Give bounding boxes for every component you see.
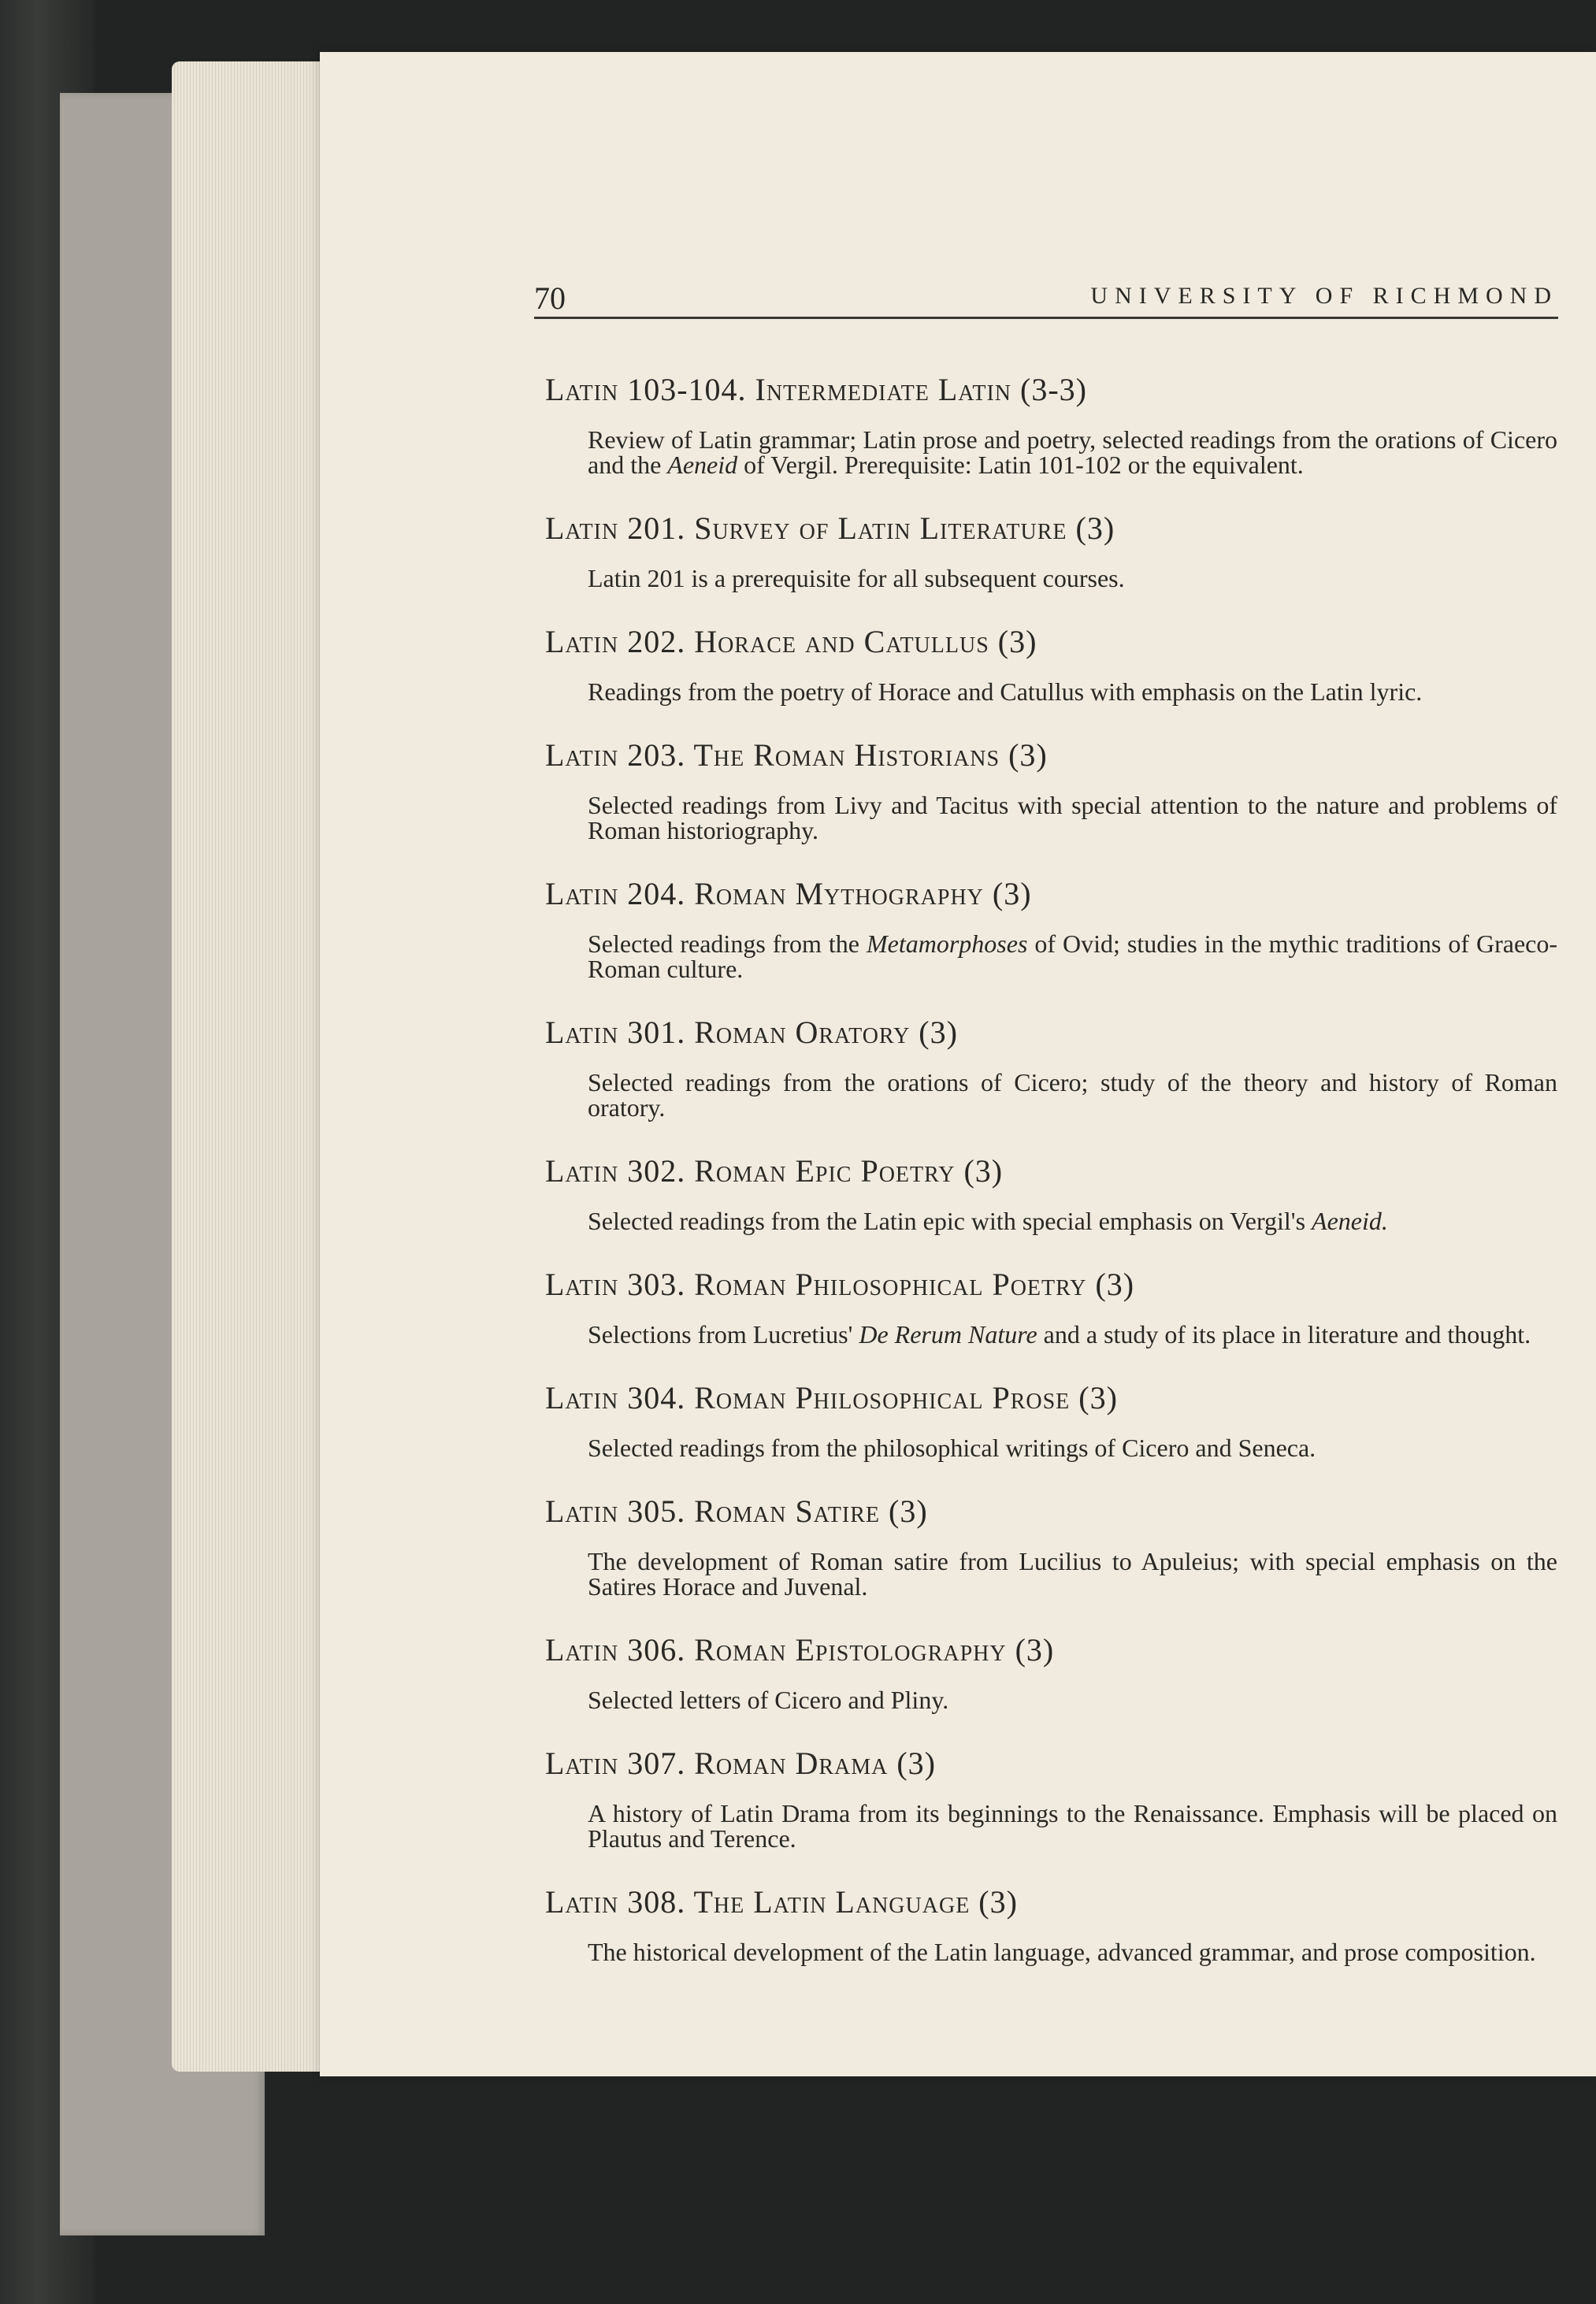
- course-entry: [545, 1013, 1557, 1120]
- course-entry: [545, 1378, 1557, 1460]
- course-title: Latin 303. Roman Philosophical Poetry (3): [545, 1267, 1135, 1302]
- course-title: Latin 103-104. Intermediate Latin (3-3): [545, 372, 1087, 407]
- description-text: Selected readings from the philosophical writings of Cicero and Seneca.: [588, 1434, 1316, 1462]
- course-description: [588, 792, 1557, 843]
- course-title: Latin 305. Roman Satire (3): [545, 1493, 928, 1529]
- description-text: A history of Latin Drama from its beginnings to the Renaissance. Emphasis will be placed on Plautus and Terence.: [588, 1799, 1557, 1853]
- course-description: [588, 1322, 1557, 1347]
- course-title: Latin 307. Roman Drama (3): [545, 1746, 936, 1781]
- description-text: Selected readings from Livy and Tacitus with special attention to the nature and problems of Roman historiography.: [588, 791, 1557, 844]
- italic-title: Metamorphoses: [866, 929, 1028, 958]
- description-text: of Vergil. Prerequisite: Latin 101-102 or the equivalent.: [737, 451, 1304, 479]
- course-entry: [545, 1883, 1557, 1965]
- description-text: Selected readings from the: [588, 929, 867, 958]
- course-title: Latin 201. Survey of Latin Literature (3): [545, 510, 1115, 546]
- course-title: Latin 302. Roman Epic Poetry (3): [545, 1153, 1004, 1189]
- course-title: Latin 304. Roman Philosophical Prose (3): [545, 1380, 1118, 1415]
- course-description: [588, 931, 1557, 981]
- course-entry: [545, 1492, 1557, 1599]
- description-text: The historical development of the Latin language, advanced grammar, and prose composition.: [588, 1938, 1536, 1966]
- description-text: Readings from the poetry of Horace and Catullus with emphasis on the Latin lyric.: [588, 677, 1423, 706]
- course-title: Latin 203. The Roman Historians (3): [545, 737, 1048, 773]
- description-text: Review of Latin grammar; Latin prose and poetry, selected readings from the orations of Cicero and the: [588, 425, 1557, 479]
- header-rule: [534, 317, 1558, 319]
- course-description: [588, 1801, 1557, 1851]
- running-title: UNIVERSITY OF RICHMOND: [1090, 283, 1558, 309]
- course-description: [588, 1435, 1557, 1460]
- course-entry: [545, 509, 1557, 591]
- course-description: [588, 1208, 1557, 1234]
- italic-title: De Rerum Nature: [859, 1320, 1037, 1349]
- description-text: and a study of its place in literature and thought.: [1037, 1320, 1531, 1349]
- course-description: [588, 1549, 1557, 1599]
- description-text: The development of Roman satire from Lucilius to Apuleius; with special emphasis on the Satires Horace and Juvenal.: [588, 1547, 1557, 1601]
- course-entry: [545, 1265, 1557, 1347]
- description-text: Selected readings from the Latin epic with special emphasis on Vergil's: [588, 1207, 1312, 1235]
- italic-title: Aeneid: [667, 451, 738, 479]
- course-description: [588, 679, 1557, 704]
- italic-title: Aeneid.: [1312, 1207, 1388, 1235]
- course-entry: [545, 370, 1557, 477]
- course-title: Latin 306. Roman Epistolography (3): [545, 1632, 1055, 1668]
- description-text: of Ovid; studies in the mythic traditions of Graeco-Roman culture.: [588, 929, 1558, 983]
- description-text: Selected letters of Cicero and Pliny.: [588, 1686, 949, 1714]
- course-title: Latin 202. Horace and Catullus (3): [545, 624, 1037, 659]
- course-title: Latin 301. Roman Oratory (3): [545, 1015, 958, 1050]
- course-entry: [545, 1744, 1557, 1851]
- description-text: Latin 201 is a prerequisite for all subsequent courses.: [588, 564, 1125, 592]
- description-text: Selections from Lucretius': [588, 1320, 859, 1349]
- running-head: [534, 280, 1558, 319]
- course-entry: [545, 736, 1557, 843]
- course-description: [588, 1939, 1557, 1965]
- course-description: [588, 1070, 1557, 1120]
- course-list: [545, 370, 1557, 1996]
- page-number: 70: [534, 280, 566, 316]
- course-entry: [545, 1152, 1557, 1234]
- course-description: [588, 427, 1557, 477]
- course-description: [588, 566, 1557, 591]
- description-text: Selected readings from the orations of Cicero; study of the theory and history of Roman oratory.: [588, 1068, 1557, 1122]
- course-description: [588, 1687, 1557, 1712]
- course-title: Latin 204. Roman Mythography (3): [545, 876, 1032, 911]
- page-edges: [172, 61, 337, 2072]
- course-entry: [545, 1631, 1557, 1712]
- course-title: Latin 308. The Latin Language (3): [545, 1884, 1018, 1920]
- course-entry: [545, 622, 1557, 704]
- course-entry: [545, 874, 1557, 981]
